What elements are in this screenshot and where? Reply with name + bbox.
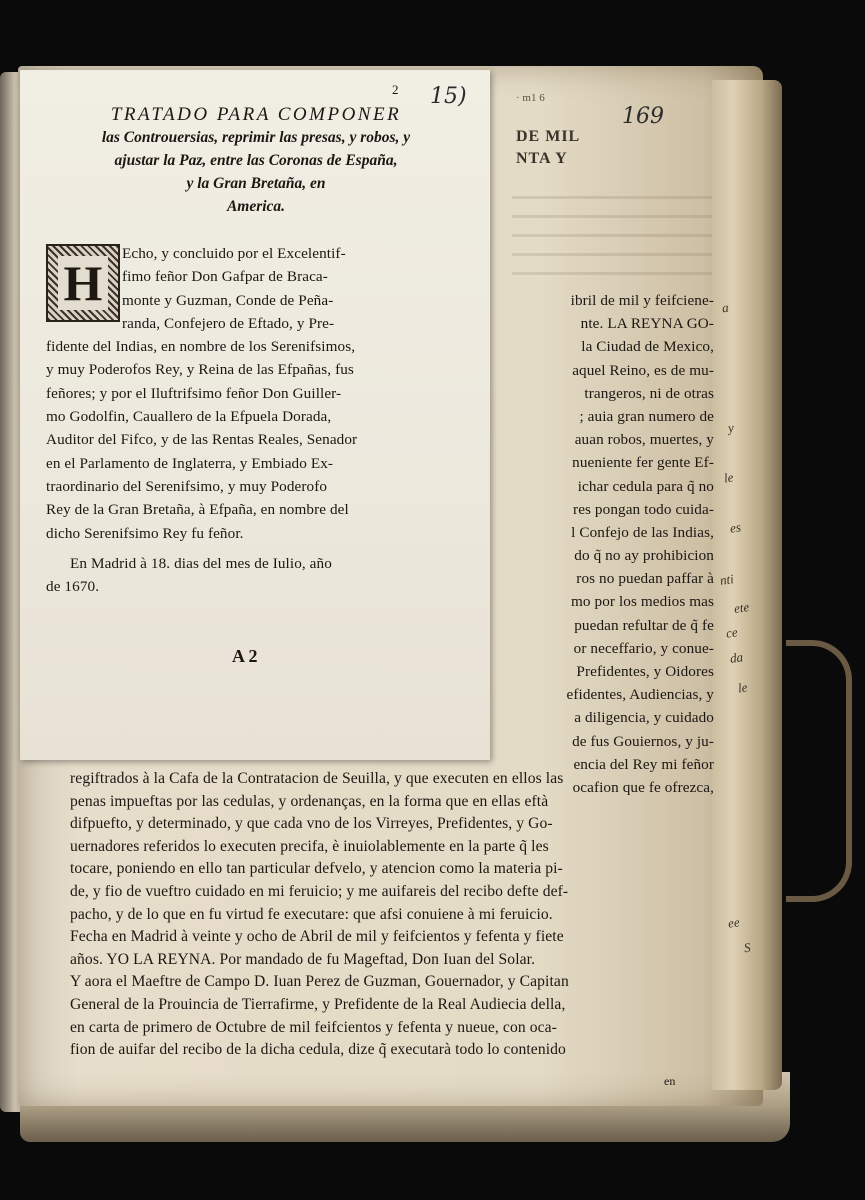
body-line: Rey de la Gran Bretaña, à Efpaña, en nombre del <box>46 501 349 519</box>
signature-mark: A 2 <box>232 646 258 666</box>
back-body-line: penas impueftas por las cedulas, y ordenanças, en la forma que en ellas eftà <box>70 792 549 810</box>
back-body-line: General de la Prouincia de Tierrafirme, y Prefidente de la Real Audiecia della, <box>70 995 566 1013</box>
back-column-line: do q̃ no ay prohibicion <box>574 547 714 565</box>
back-column-line: l Confejo de las Indias, <box>571 523 714 541</box>
body-line: traordinario del Serenifsimo, y muy Poderofo <box>46 477 328 495</box>
back-column-line: la Ciudad de Mexico, <box>581 338 714 356</box>
back-body-line: tocare, poniendo en ello tan particular defvelo, y atencion como la materia pi- <box>70 860 563 878</box>
title-line: TRATADO PARA COMPONER <box>110 104 402 125</box>
body-line: monte y Guzman, Conde de Peña- <box>122 291 334 309</box>
back-body-line: Y aora el Maeftre de Campo D. Iuan Perez de Guzman, Gouernador, y Capitan <box>70 973 569 991</box>
back-column-line: ibril de mil y feifciene- <box>570 292 714 309</box>
back-body-line: en carta de primero de Octubre de mil feifcientos y fefenta y nueue, con oca- <box>70 1018 557 1036</box>
margin-note: ce <box>724 624 739 641</box>
margin-note: a <box>720 299 730 316</box>
body-line: fidente del Indias, en nombre de los Serenifsimos, <box>46 338 356 356</box>
margin-note: le <box>736 679 749 696</box>
back-column-line: a diligencia, y cuidado <box>574 709 714 727</box>
back-right-column <box>498 289 714 799</box>
back-column-line: res pongan todo cuida- <box>573 500 714 518</box>
back-column-line: ros no puedan paffar à <box>576 570 714 588</box>
body-line: dicho Serenifsimo Rey fu feñor. <box>46 524 244 542</box>
title-line: ajustar la Paz, entre las Coronas de España, <box>114 152 398 169</box>
back-column-line: de fus Gouiernos, y ju- <box>572 732 714 750</box>
show-through-text <box>512 180 712 280</box>
body-line: fimo feñor Don Gafpar de Braca- <box>122 268 328 286</box>
margin-note: ete <box>732 599 751 616</box>
back-body-line: años. YO LA REYNA. Por mandado de fu Mageftad, Don Iuan del Solar. <box>70 950 536 968</box>
catchword: en <box>664 1074 676 1088</box>
back-body-line: pacho, y de lo que en fu virtud fe executare: que afsi conuiene à mi feruicio. <box>70 905 553 923</box>
margin-note: y <box>726 419 735 436</box>
margin-note: ee <box>726 914 741 931</box>
page-number: 2 <box>392 82 399 97</box>
back-column-line: efidentes, Audiencias, y <box>566 686 714 704</box>
decorated-initial <box>46 244 120 322</box>
back-column-line: trangeros, ni de otras <box>584 384 714 402</box>
date-paragraph <box>46 552 456 598</box>
margin-note: nti <box>718 571 735 588</box>
back-column-line: ocafion que fe ofrezca, <box>572 778 714 796</box>
back-body-line: difpuefto, y determinado, y que cada vno de los Virreyes, Prefidentes, y Go- <box>70 815 553 833</box>
title-line: America. <box>226 198 286 215</box>
back-column-line: nueniente fer gente Ef- <box>572 454 714 472</box>
back-column-line: encia del Rey mi feñor <box>573 755 714 773</box>
title-line: y la Gran Bretaña, en <box>186 175 326 192</box>
date-line: En Madrid à 18. dias del mes de Iulio, año <box>70 555 332 572</box>
back-body-line: regiftrados à la Cafa de la Contratacion de Seuilla, y que executen en ellos las <box>70 770 564 787</box>
back-body-line: Fecha en Madrid à veinte y ocho de Abril de mil y feifcientos y fefenta y fiete <box>70 928 564 946</box>
body-line: randa, Confejero de Eftado, y Pre- <box>122 314 335 332</box>
back-header-line1: DE MIL <box>516 128 581 145</box>
back-bottom-text <box>70 768 700 1062</box>
back-header-line2: NTA Y <box>516 150 568 167</box>
margin-note: da <box>728 649 744 666</box>
handwritten-folio-front: 15) <box>430 84 467 109</box>
back-column-line: or neceffario, y conue- <box>573 639 714 657</box>
back-column-line: puedan refultar de q̃ fe <box>574 616 714 634</box>
margin-note: S <box>742 939 752 956</box>
back-body-line: uernadores referidos lo executen precifa, è inuiolablemente en la parte q̃ les <box>70 837 549 855</box>
back-column-line: aquel Reino, es de mu- <box>572 361 714 379</box>
drop-cap-letter: H <box>58 256 109 310</box>
back-column-line: auan robos, muertes, y <box>574 431 714 449</box>
body-line: en el Parlamento de Inglaterra, y Embiado Ex- <box>46 454 334 472</box>
title-line: las Controuersias, reprimir las presas, y robos, y <box>101 129 411 146</box>
body-line: feñores; y por el Iluftrifsimo feñor Don Guiller- <box>46 384 342 402</box>
back-body-line: de, y fio de vueftro cuidado en mi feruicio; y me auifareis del recibo defte def- <box>70 882 569 900</box>
date-line: de 1670. <box>46 578 100 595</box>
body-line: Echo, y concluido por el Excelentif- <box>122 245 346 262</box>
body-line: Auditor del Fifco, y de las Rentas Reales, Senador <box>46 431 358 449</box>
body-line: mo Godolfin, Cauallero de la Efpuela Dorada, <box>46 408 332 426</box>
body-line: y muy Poderofos Rey, y Reina de las Efpañas, fus <box>46 361 354 379</box>
margin-note: le <box>722 469 735 486</box>
back-column-line: Prefidentes, y Oidores <box>576 663 714 680</box>
back-column-line: ; auia gran numero de <box>579 407 714 425</box>
treaty-title <box>46 104 466 218</box>
margin-note: es <box>728 519 742 536</box>
back-header-small: · m1 6 <box>516 92 545 104</box>
handwritten-folio-back: 169 <box>622 104 664 129</box>
back-column-line: mo por los medios mas <box>571 593 714 611</box>
back-column-line: nte. LA REYNA GO- <box>580 315 714 333</box>
back-body-line: fion de auifar del recibo de la dicha cedula, dize q̃ executarà todo lo contenido <box>70 1041 566 1059</box>
leather-strap <box>786 640 852 902</box>
back-column-line: ichar cedula para q̃ no <box>577 477 714 495</box>
